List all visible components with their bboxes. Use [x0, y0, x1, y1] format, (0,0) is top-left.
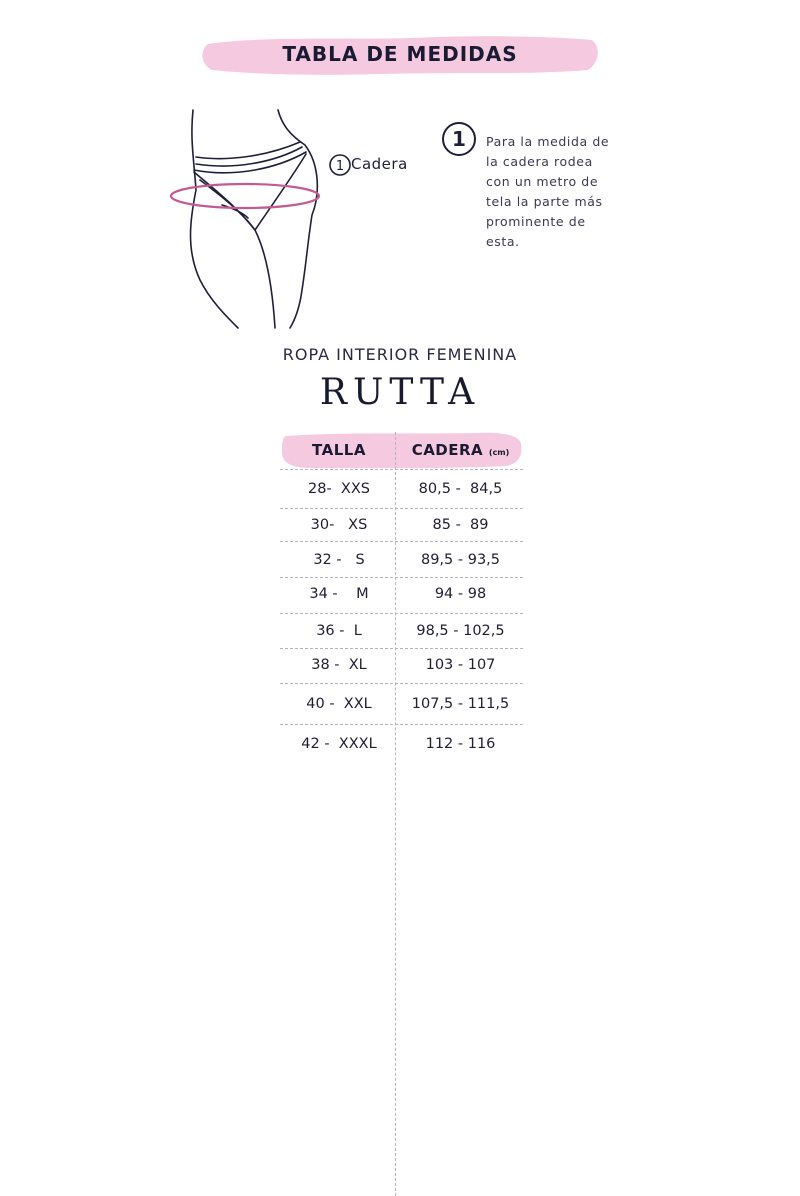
table-row [280, 613, 523, 649]
instruction-line: prominente de [486, 214, 586, 229]
row-divider [280, 724, 523, 725]
table-row [280, 507, 523, 543]
column-header-cadera-label: CADERA [411, 441, 484, 459]
size-cell: 32 - S [313, 552, 365, 568]
hip-illustration [160, 100, 430, 335]
size-cell: 28- XXS [308, 481, 370, 497]
category-subtitle: ROPA INTERIOR FEMENINA [282, 345, 518, 364]
hip-cell: 98,5 - 102,5 [416, 623, 505, 639]
instruction-line: con un metro de [486, 174, 599, 189]
size-table [280, 430, 523, 770]
page-title: TABLA DE MEDIDAS [282, 42, 518, 66]
instruction-text [486, 132, 636, 252]
hip-cell: 85 - 89 [432, 517, 489, 533]
table-row [280, 647, 523, 683]
hip-cell: 103 - 107 [425, 657, 496, 673]
size-cell: 38 - XL [311, 657, 367, 673]
table-row [280, 726, 523, 762]
marker-number: 1 [335, 159, 345, 174]
title-banner [200, 30, 600, 78]
size-cell: 36 - L [316, 623, 362, 639]
instruction-number-badge [441, 121, 477, 157]
column-header-cadera [398, 430, 523, 470]
column-header-talla: TALLA [312, 441, 366, 459]
instruction-line: la cadera rodea [486, 154, 593, 169]
size-cell: 40 - XXL [306, 696, 372, 712]
row-divider [280, 469, 523, 470]
size-cell: 30- XS [310, 517, 368, 533]
cadera-label: Cadera [351, 155, 408, 173]
column-header-cadera-unit: (cm) [488, 448, 510, 457]
instruction-line: Para la medida de [486, 134, 610, 149]
brand-logo-text: RUTTA [319, 372, 481, 413]
hip-cell: 89,5 - 93,5 [420, 552, 501, 568]
instruction-number: 1 [452, 127, 466, 151]
table-row [280, 576, 523, 612]
row-divider [280, 683, 523, 684]
hip-cell: 112 - 116 [425, 736, 496, 752]
hip-cell: 94 - 98 [434, 586, 487, 602]
table-row [280, 686, 523, 722]
hip-cell: 107,5 - 111,5 [411, 696, 510, 712]
instruction-line: tela la parte más [486, 194, 603, 209]
table-row [280, 542, 523, 578]
instruction-line: esta. [486, 234, 520, 249]
table-row [280, 471, 523, 507]
size-cell: 42 - XXXL [301, 736, 377, 752]
size-cell: 34 - M [309, 586, 369, 602]
hip-cell: 80,5 - 84,5 [418, 481, 503, 497]
hip-measure-ellipse [171, 184, 319, 208]
body-figure-drawing [160, 100, 430, 335]
